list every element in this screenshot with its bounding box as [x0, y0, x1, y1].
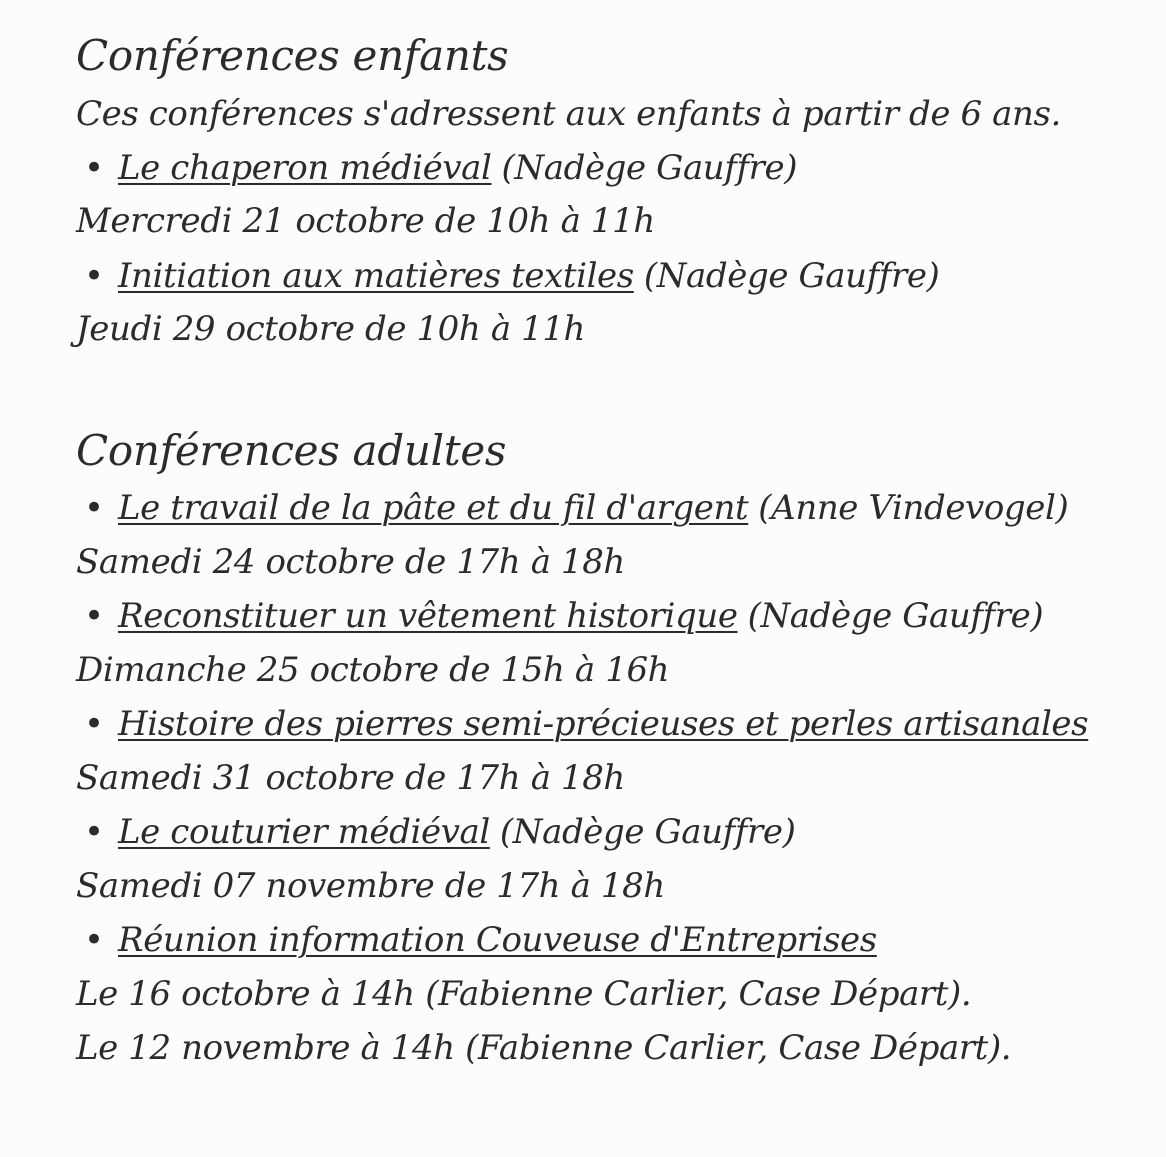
conference-date: Le 12 novembre à 14h (Fabienne Carlier, Case Départ).	[76, 1028, 1012, 1068]
list-item	[84, 596, 1044, 636]
bullet-icon: •	[84, 596, 104, 636]
conference-date: Samedi 07 novembre de 17h à 18h	[76, 866, 665, 906]
conference-speaker: (Nadège Gauffre)	[747, 596, 1044, 636]
conference-date: Jeudi 29 octobre de 10h à 11h	[76, 309, 586, 349]
heading-adult-conferences: Conférences adultes	[76, 426, 507, 475]
bullet-icon: •	[84, 148, 104, 188]
conference-title: Le couturier médiéval	[118, 812, 490, 852]
conference-title: Réunion information Couveuse d'Entreprises	[118, 920, 877, 960]
conference-title: Histoire des pierres semi-précieuses et perles artisanales	[118, 704, 1089, 744]
bullet-icon: •	[84, 920, 104, 960]
bullet-icon: •	[84, 488, 104, 528]
conference-speaker: (Anne Vindevogel)	[758, 488, 1069, 528]
list-item	[84, 812, 796, 852]
conference-date: Samedi 24 octobre de 17h à 18h	[76, 542, 625, 582]
conference-speaker: (Nadège Gauffre)	[501, 148, 798, 188]
conference-speaker: (Nadège Gauffre)	[643, 256, 940, 296]
bullet-icon: •	[84, 704, 104, 744]
conference-date: Samedi 31 octobre de 17h à 18h	[76, 758, 625, 798]
conference-title: Reconstituer un vêtement historique	[118, 596, 738, 636]
list-item	[84, 148, 798, 188]
conference-title: Initiation aux matières textiles	[118, 256, 634, 296]
conference-date: Le 16 octobre à 14h (Fabienne Carlier, Case Départ).	[76, 974, 972, 1014]
conference-date: Dimanche 25 octobre de 15h à 16h	[76, 650, 670, 690]
heading-children-conferences: Conférences enfants	[76, 31, 509, 80]
conference-speaker: (Nadège Gauffre)	[499, 812, 796, 852]
list-item	[84, 488, 1069, 528]
conference-title: Le chaperon médiéval	[118, 148, 492, 188]
bullet-icon: •	[84, 256, 104, 296]
intro-children-conferences: Ces conférences s'adressent aux enfants à partir de 6 ans.	[76, 94, 1061, 134]
bullet-icon: •	[84, 812, 104, 852]
conference-title: Le travail de la pâte et du fil d'argent	[118, 488, 749, 528]
list-item	[84, 256, 940, 296]
list-item	[84, 704, 1089, 744]
conference-date: Mercredi 21 octobre de 10h à 11h	[76, 201, 655, 241]
list-item	[84, 920, 877, 960]
